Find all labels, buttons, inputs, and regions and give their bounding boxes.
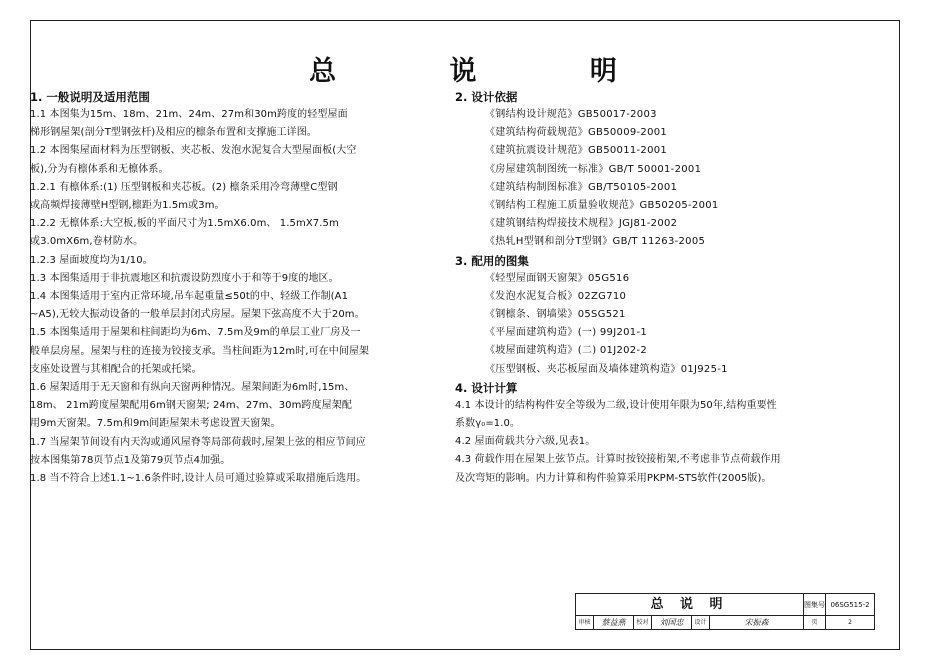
- s1-line: 或高频焊接薄壁H型钢,檩距为1.5m或3m。: [30, 200, 225, 212]
- s3-ref: 《平屋面建筑构造》(一) 99J201-1: [485, 327, 648, 339]
- s2-ref: 《建筑抗震设计规范》GB50011-2001: [485, 145, 668, 157]
- designer-signature: 宋振森: [710, 616, 804, 630]
- reviewer-signature: 蔡益燕: [594, 616, 634, 630]
- s1-line: 1.7 当屋架节间设有内天沟或通风屋脊等局部荷载时,屋架上弦的相应节间应: [30, 436, 366, 448]
- s2-ref: 《钢结构工程施工质量验收规范》GB50205-2001: [485, 200, 719, 212]
- page-number: 2: [848, 619, 852, 626]
- s1-line: 般单层房屋。屋架与柱的连接为铰接支承。当柱间距为12m时,可在中间屋架: [30, 345, 370, 357]
- s1-line: 1.8 当不符合上述1.1~1.6条件时,设计人员可通过验算或采取措施后选用。: [30, 473, 367, 485]
- s1-line: 按本图集第78页节点1及第79页节点4加强。: [30, 454, 231, 466]
- s1-line: 1.1 本图集为15m、18m、21m、24m、27m和30m跨度的轻型屋面: [30, 109, 348, 120]
- title-block-signatures: [576, 616, 874, 630]
- s1-line: 1.2.3 屋面坡度均为1/10。: [30, 254, 153, 266]
- s1-line: 1.2.2 无檩体系:大空板,板的平面尺寸为1.5mX6.0m、 1.5mX7.5m: [30, 218, 339, 230]
- checker-signature: 刘国忠: [652, 616, 692, 630]
- s1-line: 用9m天窗架。7.5m和9m间距屋架未考虑设置天窗架。: [30, 418, 281, 430]
- s1-line: 1.6 屋架适用于无天窗和有纵向天窗两种情况。屋架间距为6m时,15m、: [30, 382, 355, 394]
- section-1-heading: 1. 一般说明及适用范围: [30, 90, 150, 104]
- s1-line: 1.4 本图集适用于室内正常环境,吊车起重量≤50t的中、轻级工作制(A1: [30, 291, 349, 303]
- s2-ref: 《建筑钢结构焊接技术规程》JGJ81-2002: [485, 218, 678, 230]
- s1-line: 1.2.1 有檩体系:(1) 压型钢板和夹芯板。(2) 檩条采用冷弯薄壁C型钢: [30, 181, 338, 193]
- review-label: 审核: [576, 616, 594, 630]
- s3-ref: 《坡屋面建筑构造》(二) 01J202-2: [485, 345, 648, 357]
- s4-line: 及次弯矩的影响。内力计算和构件验算采用PKPM-STS软件(2005版)。: [455, 472, 772, 484]
- s4-line: 系数γ₀=1.0。: [455, 418, 521, 430]
- s2-ref: 《热轧H型钢和剖分T型钢》GB/T 11263-2005: [485, 236, 706, 248]
- s1-line: 18m、 21m跨度屋架配用6m钢天窗架; 24m、27m、30m跨度屋架配: [30, 400, 352, 412]
- s1-line: ~A5),无较大振动设备的一般单层封闭式房屋。屋架下弦高度不大于20m。: [30, 309, 365, 321]
- s4-line: 4.2 屋面荷载共分六级,见表1。: [455, 436, 596, 448]
- s1-line: 板),分为有檩体系和无檩体系。: [30, 163, 169, 175]
- right-column: [455, 88, 860, 488]
- page-title: [31, 49, 899, 88]
- title-block: [575, 593, 875, 630]
- design-label: 设计: [692, 616, 710, 630]
- atlas-no: 06SG515-2: [826, 594, 874, 616]
- left-column: [30, 88, 435, 488]
- s3-ref: 《压型钢板、夹芯板屋面及墙体建筑构造》01J925-1: [485, 363, 728, 375]
- s2-ref: 《建筑结构荷载规范》GB50009-2001: [485, 127, 668, 139]
- check-label: 校对: [634, 616, 652, 630]
- section-2-heading: 2. 设计依据: [455, 90, 518, 104]
- atlas-no-label: 图集号: [804, 594, 826, 616]
- s4-line: 4.1 本设计的结构构件安全等级为二级,设计使用年限为50年,结构重要性: [455, 399, 777, 411]
- page-label: 页: [804, 616, 826, 630]
- title-block-name: 总 说 明: [576, 594, 804, 616]
- s3-ref: 《轻型屋面钢天窗架》05G516: [485, 272, 630, 284]
- s1-line: 1.5 本图集适用于屋架和柱间距均为6m、7.5m及9m的单层工业厂房及一: [30, 327, 361, 339]
- s1-line: 1.2 本图集屋面材料为压型钢板、夹芯板、发泡水泥复合大型屋面板(大空: [30, 145, 357, 157]
- s2-ref: 《钢结构设计规范》GB50017-2003: [485, 109, 657, 120]
- s1-line: 或3.0mX6m,卷材防水。: [30, 236, 144, 248]
- s3-ref: 《钢檩条、钢墙梁》05SG521: [485, 309, 626, 321]
- section-3-heading: 3. 配用的图集: [455, 253, 529, 268]
- title-char-3: 明: [589, 56, 621, 87]
- s2-ref: 《建筑结构制图标准》GB/T50105-2001: [485, 181, 678, 193]
- s1-line: 梯形钢屋架(剖分T型钢弦杆)及相应的檩条布置和支撑施工详图。: [30, 127, 317, 139]
- s3-ref: 《发泡水泥复合板》02ZG710: [485, 290, 627, 302]
- s4-line: 4.3 荷载作用在屋架上弦节点。计算时按铰接桁架,不考虑非节点荷载作用: [455, 454, 781, 466]
- title-char-1: 总: [309, 56, 341, 87]
- s2-ref: 《房屋建筑制图统一标准》GB/T 50001-2001: [485, 163, 702, 175]
- s1-line: 1.3 本图集适用于非抗震地区和抗震设防烈度小于和等于9度的地区。: [30, 272, 339, 284]
- s1-line: 支座处设置与其相配合的托架或托梁。: [30, 363, 202, 375]
- title-char-2: 说: [449, 56, 481, 87]
- section-4-heading: 4. 设计计算: [455, 380, 518, 395]
